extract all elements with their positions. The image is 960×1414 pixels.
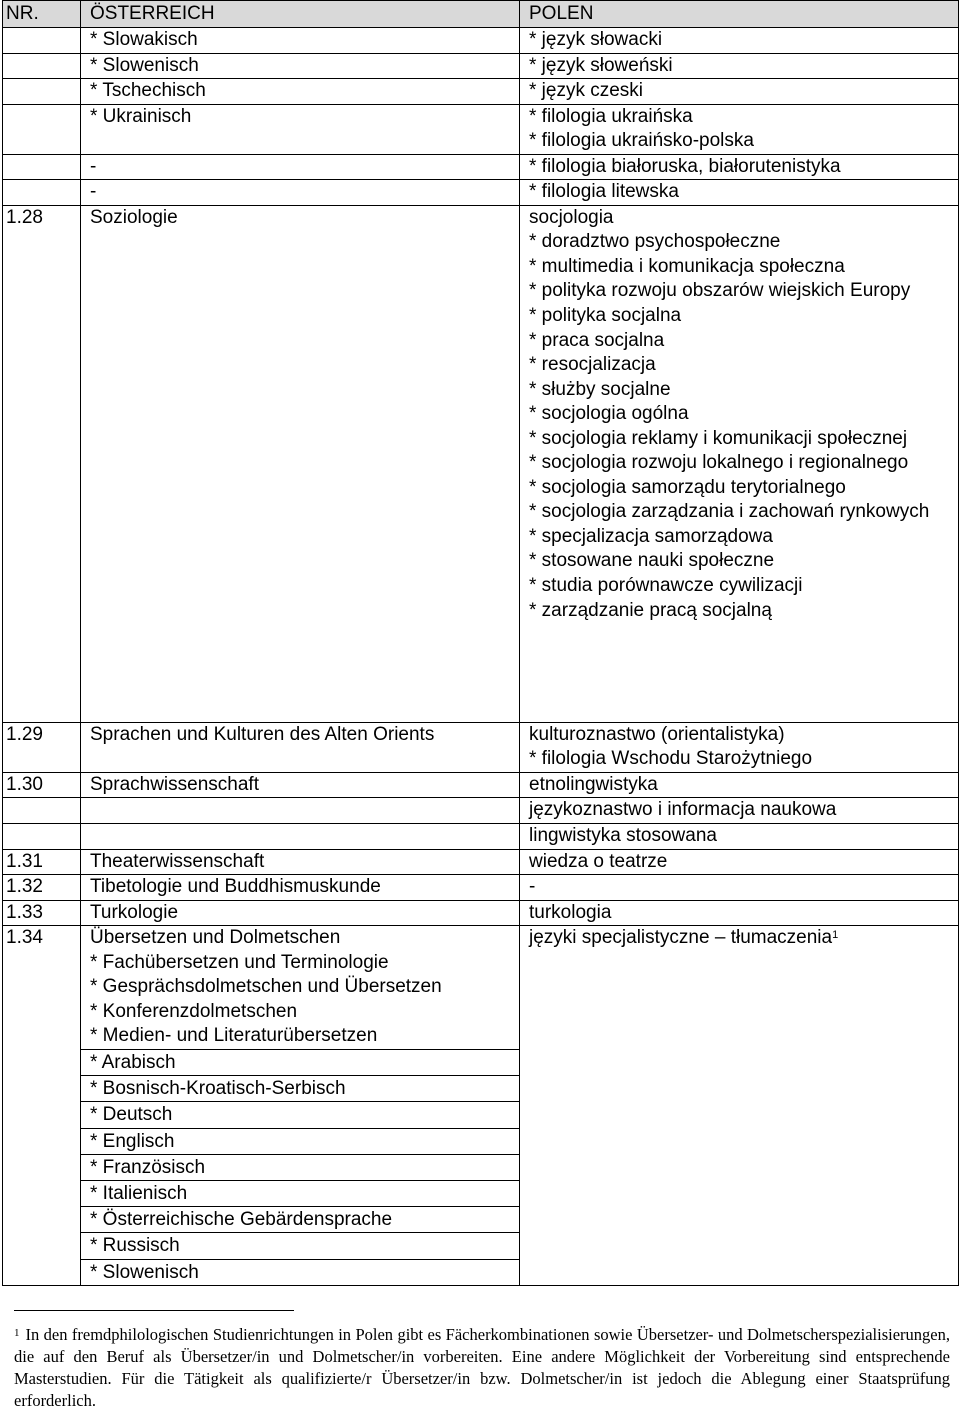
austria-cell (81, 104, 520, 154)
row-number (3, 180, 81, 206)
austria-language-cell: * Deutsch (81, 1102, 520, 1128)
footnote-number: 1 (14, 1327, 20, 1339)
austria-entry: Tibetologie und Buddhismuskunde (90, 876, 381, 898)
austria-entry: * Konferenzdolmetschen (90, 1000, 298, 1022)
austria-language-cell: * Russisch (81, 1233, 520, 1259)
table-row (3, 53, 959, 79)
austria-language-cell: * Slowenisch (81, 1259, 520, 1285)
row-number: 1.34 (3, 926, 81, 1286)
row-number (3, 79, 81, 105)
poland-entry: * polityka socjalna (529, 305, 682, 327)
poland-entry: * resocjalizacja (529, 354, 656, 376)
poland-entry: * język czeski (529, 80, 644, 102)
austria-cell (81, 205, 520, 722)
poland-cell (520, 875, 959, 901)
row-number: 1.30 (3, 772, 81, 798)
austria-entry: * Gesprächsdolmetschen und Übersetzen (90, 976, 442, 998)
table-row (3, 849, 959, 875)
poland-entry: - (529, 876, 536, 898)
table-row (3, 104, 959, 154)
table-row (3, 722, 959, 772)
austria-cell (81, 180, 520, 206)
austria-entry: - (90, 155, 97, 177)
poland-entry: * filologia Wschodu Starożytniego (529, 748, 813, 770)
poland-entry: * socjologia ogólna (529, 403, 689, 425)
poland-entry: językoznastwo i informacja naukowa (529, 799, 837, 821)
poland-entry: * socjologia reklamy i komunikacji społecznej (529, 427, 908, 449)
table-row (3, 798, 959, 824)
poland-entry: etnolingwistyka (529, 773, 658, 795)
austria-entry: Turkologie (90, 901, 179, 923)
austria-cell (81, 875, 520, 901)
austria-entry: - (90, 181, 97, 203)
row-number (3, 104, 81, 154)
austria-entry: Sprachen und Kulturen des Alten Orients (90, 723, 435, 745)
poland-entry: * zarządzanie pracą socjalną (529, 599, 772, 621)
austria-cell (81, 722, 520, 772)
poland-entry: * socjologia rozwoju lokalnego i regionalnego (529, 452, 909, 474)
austria-entry: Übersetzen und Dolmetschen (90, 927, 341, 949)
poland-cell (520, 79, 959, 105)
table-row (3, 180, 959, 206)
austria-cell (81, 926, 520, 1050)
austria-language-cell: * Arabisch (81, 1049, 520, 1075)
row-number: 1.33 (3, 900, 81, 926)
poland-entry-with-footnote (529, 926, 958, 951)
table-row (3, 824, 959, 850)
header-poland: POLEN (520, 1, 959, 28)
table-row (3, 875, 959, 901)
table-row (3, 154, 959, 180)
austria-entry: * Fachübersetzen und Terminologie (90, 951, 389, 973)
header-austria: ÖSTERREICH (81, 1, 520, 28)
poland-entry: * polityka rozwoju obszarów wiejskich Europy (529, 280, 911, 302)
row-number: 1.31 (3, 849, 81, 875)
table-header-row (3, 1, 959, 28)
poland-entry: * język słoweński (529, 54, 673, 76)
poland-cell (520, 205, 959, 722)
poland-entry: * język słowacki (529, 29, 663, 50)
row-number (3, 53, 81, 79)
austria-cell (81, 28, 520, 54)
poland-cell (520, 772, 959, 798)
poland-entry: * socjologia zarządzania i zachowań rynkowych (529, 501, 930, 523)
poland-entry: * stosowane nauki społeczne (529, 550, 775, 572)
austria-cell (81, 849, 520, 875)
austria-entry: Sprachwissenschaft (90, 773, 259, 795)
poland-cell (520, 154, 959, 180)
poland-cell (520, 824, 959, 850)
austria-cell (81, 53, 520, 79)
study-programs-table (2, 0, 959, 1286)
row-number (3, 154, 81, 180)
poland-entry: * filologia ukraińsko-polska (529, 130, 754, 152)
row-number (3, 798, 81, 824)
poland-cell (520, 900, 959, 926)
row-number: 1.29 (3, 722, 81, 772)
footnote (14, 1324, 950, 1412)
poland-cell (520, 104, 959, 154)
footnote-ref: 1 (832, 929, 839, 942)
table-row (3, 772, 959, 798)
footnote-separator (14, 1310, 294, 1311)
poland-entry: języki specjalistyczne – tłumaczenia (529, 927, 833, 949)
austria-entry: * Slowenisch (90, 54, 199, 76)
austria-language-cell: * Bosnisch-Kroatisch-Serbisch (81, 1076, 520, 1102)
austria-cell (81, 798, 520, 824)
poland-entry: wiedza o teatrze (529, 850, 668, 872)
poland-cell (520, 798, 959, 824)
footnote-text: In den fremdphilologischen Studienrichtungen in Polen gibt es Fächerkombinationen sowie Übersetzer- und Dolmetscherspezialisierungen, die auf den Beruf als Übersetzer/in und Dolmetscher/in vorbereiten. Eine andere Möglichkeit der Vorbereitung sind entsprechende Masterstudien. Für die Tätigkeit als qualifizierte/r Übersetzer/in bzw. Dolmetscher/in ist jedoch die Ablegung einer Staatsprüfung erforderlich. (14, 1325, 950, 1410)
austria-cell (81, 824, 520, 850)
austria-entry: * Tschechisch (90, 80, 206, 102)
poland-cell (520, 53, 959, 79)
table-row (3, 79, 959, 105)
austria-entry: Soziologie (90, 206, 178, 228)
row-number (3, 824, 81, 850)
austria-entry: * Medien- und Literaturübersetzen (90, 1025, 378, 1047)
austria-entry: Theaterwissenschaft (90, 850, 265, 872)
table-row (3, 205, 959, 722)
document-page (2, 0, 958, 1410)
poland-entry: * filologia ukraińska (529, 105, 693, 127)
poland-entry: turkologia (529, 901, 612, 923)
austria-cell (81, 900, 520, 926)
poland-entry: kulturoznastwo (orientalistyka) (529, 723, 785, 745)
austria-cell (81, 79, 520, 105)
row-number: 1.28 (3, 205, 81, 722)
row-number (3, 28, 81, 54)
header-nr: NR. (3, 1, 81, 28)
austria-cell (81, 154, 520, 180)
poland-cell (520, 28, 959, 54)
poland-entry: * praca socjalna (529, 329, 665, 351)
poland-entry: * specjalizacja samorządowa (529, 525, 773, 547)
table-row (3, 926, 959, 1050)
poland-cell (520, 926, 959, 1286)
row-number: 1.32 (3, 875, 81, 901)
austria-language-cell: * Französisch (81, 1154, 520, 1180)
austria-entry: * Slowakisch (90, 29, 198, 50)
austria-language-cell: * Italienisch (81, 1180, 520, 1206)
austria-language-cell: * Englisch (81, 1128, 520, 1154)
poland-entry: lingwistyka stosowana (529, 825, 717, 847)
table-row (3, 900, 959, 926)
austria-cell (81, 772, 520, 798)
poland-entry: * multimedia i komunikacja społeczna (529, 255, 845, 277)
poland-cell (520, 180, 959, 206)
poland-entry: * filologia litewska (529, 181, 679, 203)
poland-cell (520, 849, 959, 875)
table-row (3, 28, 959, 54)
poland-entry: * doradztwo psychospołeczne (529, 231, 781, 253)
poland-entry: * studia porównawcze cywilizacji (529, 575, 803, 597)
poland-entry: * filologia białoruska, białorutenistyka (529, 155, 841, 177)
poland-entry: * socjologia samorządu terytorialnego (529, 476, 846, 498)
poland-entry: * służby socjalne (529, 378, 671, 400)
austria-language-cell: * Österreichische Gebärdensprache (81, 1207, 520, 1233)
austria-entry: * Ukrainisch (90, 105, 192, 127)
poland-entry: socjologia (529, 206, 614, 228)
poland-cell (520, 722, 959, 772)
